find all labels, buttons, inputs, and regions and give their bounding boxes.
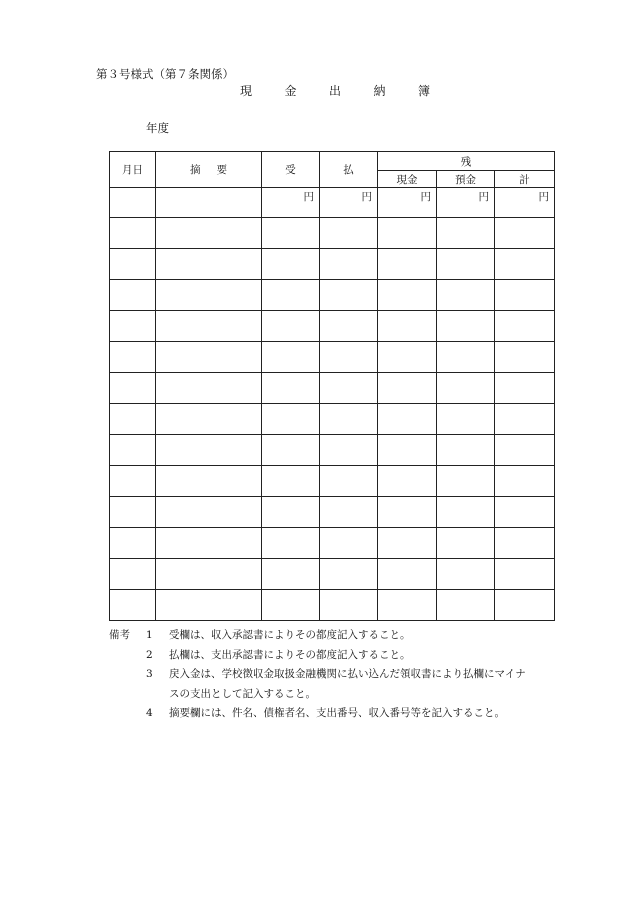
table-row — [110, 249, 555, 280]
deposit-balance-cell[interactable] — [437, 218, 495, 249]
table-row — [110, 404, 555, 435]
table-row — [110, 342, 555, 373]
payment-cell[interactable] — [320, 280, 378, 311]
cash-balance-cell[interactable] — [378, 590, 437, 621]
receipt-cell[interactable] — [262, 435, 320, 466]
note-item — [146, 626, 411, 646]
note-number: 2 — [146, 648, 153, 661]
receipt-cell[interactable] — [262, 528, 320, 559]
table-row — [110, 466, 555, 497]
deposit-balance-cell[interactable] — [437, 373, 495, 404]
deposit-balance-cell[interactable] — [437, 280, 495, 311]
table-row — [110, 311, 555, 342]
receipt-cell[interactable] — [262, 373, 320, 404]
deposit-balance-cell[interactable] — [437, 559, 495, 590]
note-text: 払欄は、支出承認書によりその都度記入すること。 — [169, 648, 411, 661]
total-balance-cell[interactable] — [495, 404, 555, 435]
note-item — [146, 704, 505, 724]
payment-cell[interactable] — [320, 497, 378, 528]
summary-cell[interactable] — [156, 404, 262, 435]
deposit-balance-cell[interactable] — [437, 249, 495, 280]
date-cell[interactable] — [110, 218, 156, 249]
title-char: 納 — [373, 84, 386, 98]
col-date-header: 月日 — [110, 152, 156, 188]
deposit-balance-cell[interactable] — [437, 311, 495, 342]
date-cell[interactable] — [110, 188, 156, 218]
unit-label: 円 — [538, 191, 550, 203]
summary-cell[interactable] — [156, 249, 262, 280]
payment-cell[interactable] — [320, 373, 378, 404]
cash-balance-cell[interactable] — [378, 311, 437, 342]
unit-label: 円 — [478, 191, 489, 203]
summary-cell[interactable] — [156, 559, 262, 590]
date-cell[interactable] — [110, 280, 156, 311]
col-cash-header: 現金 — [378, 171, 437, 188]
cash-balance-cell[interactable] — [378, 404, 437, 435]
deposit-balance-cell[interactable] — [437, 188, 495, 218]
cash-balance-cell[interactable] — [378, 249, 437, 280]
summary-cell[interactable] — [156, 590, 262, 621]
total-balance-cell[interactable] — [495, 342, 555, 373]
cash-balance-cell[interactable] — [378, 435, 437, 466]
col-summary-header: 摘要 — [156, 152, 262, 188]
receipt-cell[interactable] — [262, 590, 320, 621]
table-row — [110, 590, 555, 621]
cash-balance-cell[interactable] — [378, 218, 437, 249]
unit-label: 円 — [420, 191, 431, 203]
total-balance-cell[interactable] — [495, 559, 555, 590]
receipt-cell[interactable] — [262, 342, 320, 373]
form-number: 第３号様式（第７条関係） — [96, 67, 234, 81]
table-row — [110, 559, 555, 590]
total-balance-cell[interactable] — [495, 249, 555, 280]
note-item — [146, 646, 411, 666]
col-balance-header: 残 — [378, 152, 555, 171]
table-row — [110, 528, 555, 559]
total-balance-cell[interactable] — [495, 218, 555, 249]
receipt-cell[interactable] — [262, 559, 320, 590]
deposit-balance-cell[interactable] — [437, 528, 495, 559]
receipt-cell[interactable] — [262, 249, 320, 280]
cash-ledger-table — [109, 151, 555, 621]
payment-cell[interactable] — [320, 218, 378, 249]
cash-balance-cell[interactable] — [378, 342, 437, 373]
total-balance-cell[interactable] — [495, 435, 555, 466]
deposit-balance-cell[interactable] — [437, 404, 495, 435]
note-text: 受欄は、収入承認書によりその都度記入すること。 — [169, 629, 411, 641]
receipt-cell[interactable] — [262, 404, 320, 435]
receipt-cell[interactable] — [262, 280, 320, 311]
payment-cell[interactable] — [320, 249, 378, 280]
payment-cell[interactable] — [320, 590, 378, 621]
document-title — [240, 82, 430, 99]
notes-heading: 備考 — [109, 629, 130, 641]
table-row — [110, 218, 555, 249]
date-cell[interactable] — [110, 373, 156, 404]
total-balance-cell[interactable] — [495, 528, 555, 559]
note-text: 摘要欄には、件名、債権者名、支出番号、収入番号等を記入すること。 — [169, 707, 505, 719]
summary-cell[interactable] — [156, 218, 262, 249]
date-cell[interactable] — [110, 249, 156, 280]
date-cell[interactable] — [110, 466, 156, 497]
cash-balance-cell[interactable] — [378, 559, 437, 590]
total-balance-cell[interactable] — [495, 466, 555, 497]
summary-cell[interactable] — [156, 280, 262, 311]
payment-cell[interactable] — [320, 188, 378, 218]
receipt-cell[interactable] — [262, 466, 320, 497]
payment-cell[interactable] — [320, 342, 378, 373]
note-number: 1 — [146, 629, 153, 641]
summary-cell[interactable] — [156, 466, 262, 497]
receipt-cell[interactable] — [262, 218, 320, 249]
header-row — [110, 152, 555, 171]
summary-cell[interactable] — [156, 528, 262, 559]
title-char: 出 — [328, 84, 341, 98]
payment-cell[interactable] — [320, 559, 378, 590]
summary-cell[interactable] — [156, 497, 262, 528]
deposit-balance-cell[interactable] — [437, 497, 495, 528]
note-text: 戻入金は、学校徴収金取扱金融機関に払い込んだ領収書により払欄にマイナ — [169, 668, 526, 680]
payment-cell[interactable] — [320, 404, 378, 435]
summary-cell[interactable] — [156, 373, 262, 404]
title-char: 簿 — [417, 84, 430, 98]
note-item — [146, 665, 526, 685]
total-balance-cell[interactable] — [495, 590, 555, 621]
date-cell[interactable] — [110, 342, 156, 373]
date-cell[interactable] — [110, 528, 156, 559]
fiscal-year-label: 年度 — [146, 121, 169, 135]
table-row — [110, 188, 555, 218]
col-deposit-header: 預金 — [437, 171, 495, 188]
summary-cell[interactable] — [156, 188, 262, 218]
cash-balance-cell[interactable] — [378, 528, 437, 559]
col-total-header: 計 — [495, 171, 555, 188]
table-row — [110, 435, 555, 466]
receipt-cell[interactable] — [262, 188, 320, 218]
summary-cell[interactable] — [156, 311, 262, 342]
deposit-balance-cell[interactable] — [437, 590, 495, 621]
cash-balance-cell[interactable] — [378, 280, 437, 311]
cash-balance-cell[interactable] — [378, 497, 437, 528]
payment-cell[interactable] — [320, 466, 378, 497]
total-balance-cell[interactable] — [495, 188, 555, 218]
title-char: 金 — [284, 84, 297, 98]
note-continuation: スの支出として記入すること。 — [169, 687, 316, 700]
unit-label: 円 — [303, 191, 314, 203]
date-cell[interactable] — [110, 559, 156, 590]
table-row — [110, 497, 555, 528]
deposit-balance-cell[interactable] — [437, 342, 495, 373]
cash-balance-cell[interactable] — [378, 466, 437, 497]
total-balance-cell[interactable] — [495, 373, 555, 404]
date-cell[interactable] — [110, 311, 156, 342]
deposit-balance-cell[interactable] — [437, 435, 495, 466]
date-cell[interactable] — [110, 590, 156, 621]
total-balance-cell[interactable] — [495, 280, 555, 311]
total-balance-cell[interactable] — [495, 311, 555, 342]
cash-balance-cell[interactable] — [378, 188, 437, 218]
receipt-cell[interactable] — [262, 311, 320, 342]
date-cell[interactable] — [110, 497, 156, 528]
table-row — [110, 280, 555, 311]
summary-cell[interactable] — [156, 435, 262, 466]
note-number: 4 — [146, 707, 153, 719]
deposit-balance-cell[interactable] — [437, 466, 495, 497]
payment-cell[interactable] — [320, 435, 378, 466]
cash-balance-cell[interactable] — [378, 373, 437, 404]
date-cell[interactable] — [110, 404, 156, 435]
table-row — [110, 373, 555, 404]
payment-cell[interactable] — [320, 311, 378, 342]
payment-cell[interactable] — [320, 528, 378, 559]
col-receipt-header: 受 — [262, 152, 320, 188]
col-payment-header: 払 — [320, 152, 378, 188]
title-char: 現 — [240, 84, 253, 98]
note-number: 3 — [146, 668, 153, 680]
unit-label: 円 — [361, 191, 372, 203]
total-balance-cell[interactable] — [495, 497, 555, 528]
receipt-cell[interactable] — [262, 497, 320, 528]
summary-cell[interactable] — [156, 342, 262, 373]
date-cell[interactable] — [110, 435, 156, 466]
